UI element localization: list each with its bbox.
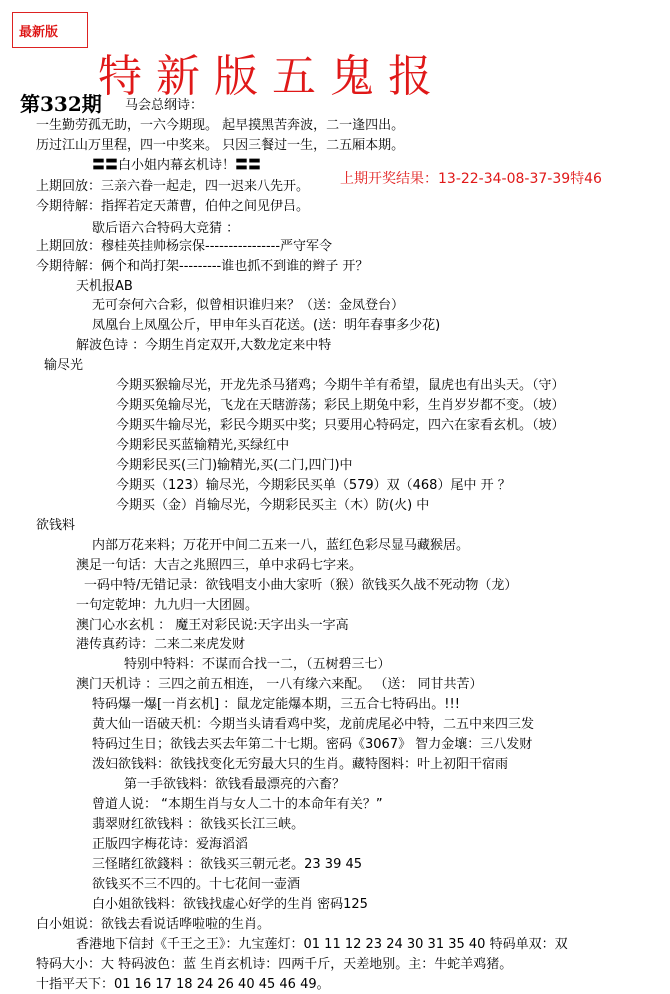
text-line: 澳足一句话：大吉之兆照四三，单中求码七字来。 [76, 558, 363, 573]
text-line: 历过江山万里程，四一中奖来。 只因三餐过一生，二五厢本期。 [36, 138, 405, 153]
text-line: 欲钱料 [36, 518, 76, 533]
text-line: 十指平天下：01 16 17 18 24 26 40 45 46 49。 [36, 977, 330, 992]
text-line: 特码爆一爆[一肖玄机] ：鼠龙定能爆本期，三五合七特码出。!!! [92, 697, 460, 712]
text-line: 澳门天机诗 ：三四之前五相连， 一八有缘六来配。 （送： 同甘共苦） [76, 677, 483, 692]
text-line: 正版四字梅花诗：爱海滔滔 [92, 837, 249, 852]
text-line: 今期买（123）输尽光，今期彩民买单（579）双（468）尾中 开 ？ [116, 478, 511, 493]
text-line: 一码中特/无错记录：欲钱唱支小曲大家听（猴）欲钱买久战不死动物（龙） [84, 578, 518, 593]
text-line: 翡翠财红欲钱料 ：欲钱买长江三峡。 [92, 817, 305, 832]
text-line: 港传真药诗：二来二来虎发财 [76, 637, 246, 652]
text-line: 马会总纲诗： [125, 98, 204, 113]
text-line: 凤凰台上凤凰公斤，甲申年头百花送。(送：明年春事多少花) [92, 318, 441, 333]
issue-number: 第332期 [20, 92, 102, 116]
text-line: 三怪睹红欲錢料 ：欲钱买三朝元老。23 39 45 [92, 857, 363, 872]
text-line: 歇后语六合特码大竞猜 ： [92, 221, 240, 236]
text-line: 特码过生日；欲钱去买去年第二十七期。密码《3067》 智力金壤：三八发财 [92, 737, 533, 752]
text-line: 解波色诗 ：今期生肖定双开,大数龙定来中特 [76, 338, 332, 353]
text-line: 一生勤劳孤无助，一六今期现。 起早摸黑苦奔波，二一逢四出。 [36, 118, 405, 133]
text-line: 一句定乾坤：九九归一大团圆。 [76, 598, 259, 613]
text-line: 无可奈何六合彩，似曾相识谁归来？（送：金凤登台） [92, 298, 405, 313]
text-line: 今期买猴输尽光，开龙先杀马猪鸡；今期牛羊有希望，鼠虎也有出头天。（守） [116, 378, 565, 393]
last-draw-result: 上期开奖结果：13-22-34-08-37-39特46 [340, 171, 602, 187]
text-line: 今期彩民买蓝输精光,买绿红中 [116, 438, 290, 453]
text-line: 特别中特料：不谋而合找一二，（五树碧三七） [124, 657, 391, 672]
text-line: 白小姐说：欲钱去看说话哗啦啦的生肖。 [36, 917, 271, 932]
text-line: 特码大小：大 特码波色：蓝 生肖玄机诗：四两千斤，天差地别。主：牛蛇羊鸡猪。 [36, 957, 513, 972]
page-title: 特新版五鬼报 [98, 51, 446, 102]
text-line: 香港地下信封《千王之王》：九宝莲灯：01 11 12 23 24 30 31 35 40 特码单双：双 [76, 937, 568, 952]
text-line: 〓〓白小姐内幕玄机诗！〓〓 [92, 158, 262, 173]
text-line: 今期彩民买(三门)输精光,买(二门,四门)中 [116, 458, 353, 473]
text-line: 输尽光 [44, 358, 84, 373]
text-line: 泼妇欲钱料：欲钱找变化无穷最大只的生肖。藏特图料：叶上初阳干宿雨 [92, 757, 509, 772]
text-line: 澳门心水玄机 ： 魔王对彩民说:天字出头一字高 [76, 618, 349, 633]
text-line: 今期买（金）肖输尽光，今期彩民买主（木）防(火) 中 [116, 498, 430, 513]
latest-edition-label: 最新版 [19, 25, 59, 40]
text-line: 白小姐欲钱料：欲钱找虚心好学的生肖 密码125 [92, 897, 368, 912]
text-line: 曾道人说： “本期生肖与女人二十的本命年有关？” [92, 797, 383, 812]
text-line: 黄大仙一语破天机：今期当头请看鸡中奖，龙前虎尾必中特，二五中来四三发 [92, 717, 535, 732]
latest-edition-badge [12, 12, 88, 48]
text-line: 今期待解：俩个和尚打架---------谁也抓不到谁的辫子 开？ [36, 259, 369, 274]
text-line: 上期回放：三亲六眷一起走，四一迟来八先开。 [36, 179, 310, 194]
text-line: 今期待解：指挥若定天萧曹，伯仲之间见伊吕。 [36, 199, 310, 214]
text-line: 今期买牛输尽光，彩民今期买中奖；只要用心特码定，四六在家看玄机。（坡） [116, 418, 565, 433]
text-line: 内部万花来料；万花开中间二五来一八，蓝红色彩尽显马藏猴居。 [92, 538, 470, 553]
text-line: 上期回放：穆桂英挂帅杨宗保----------------严守军令 [36, 239, 333, 254]
text-line: 欲钱买不三不四的。十七花间一壶酒 [92, 877, 301, 892]
text-line: 今期买兔输尽光，飞龙在天瞎游荡；彩民上期兔中彩，生肖岁岁都不变。（坡） [116, 398, 565, 413]
text-line: 天机报AB [76, 279, 133, 294]
text-line: 第一手欲钱料：欲钱看最漂亮的六畜？ [124, 777, 346, 792]
